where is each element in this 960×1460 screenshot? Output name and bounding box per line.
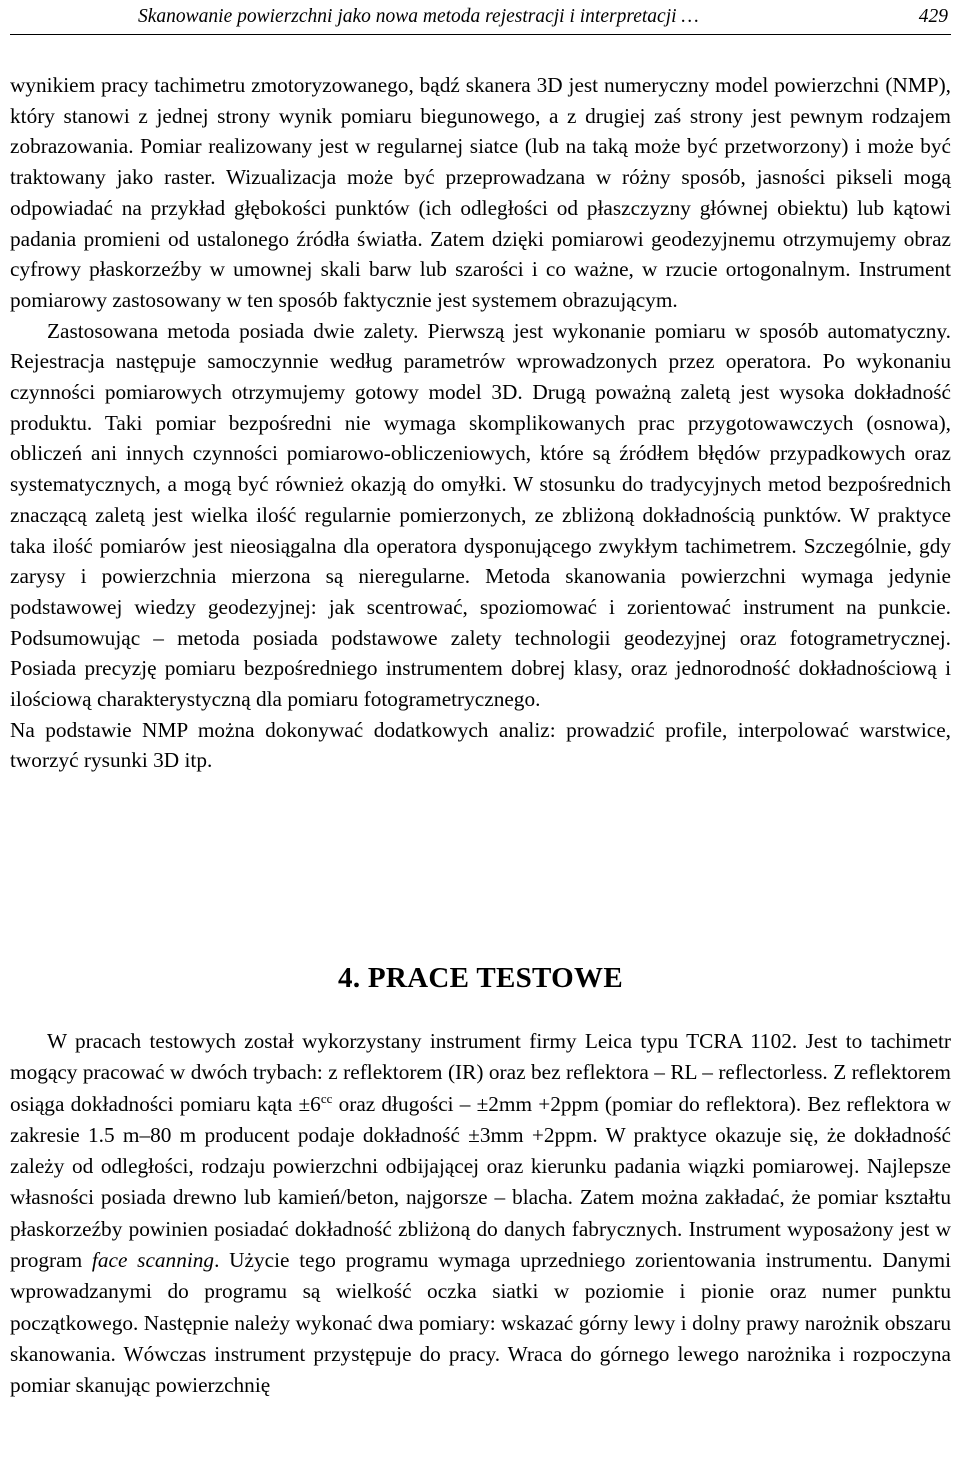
- section-heading: 4. PRACE TESTOWE: [338, 962, 623, 994]
- body-text: [10, 70, 951, 776]
- paragraph-3: Na podstawie NMP można dokonywać dodatkowych analiz: prowadzić profile, interpolować warstwice, tworzyć rysunki 3D itp.: [10, 717, 951, 773]
- section-body: [10, 1026, 951, 1402]
- section-text-b: oraz długości – ±2mm +2ppm (pomiar do reflektora). Bez reflektora w zakresie 1.5 m–80 m producent podaje dokładność ±3mm +2ppm. W praktyce okazuje się, że dokładność zależy od odległości, rodzaju powierzchni odbijającej oraz kierunku padania wiązki pomiarowej. Najlepsze własności posiada drewno lub kamień/beton, najgorsze – blacha. Zatem można zakładać, że pomiar kształtu płaskorzeźby powinien posiadać dokładność zbliżoną do danych fabrycznych. Instrument wyposażony jest w program: [10, 1091, 951, 1273]
- superscript-cc: cc: [320, 1090, 333, 1106]
- section-text-c: . Użycie tego programu wymaga uprzedniego zorientowania instrumentu. Danymi wprowadzanymi do programu są wielkość oczka siatki w poziomie i pionie oraz numer punktu początkowego. Następnie należy wykonać dwa pomiary: wskazać górny lewy i dolny prawy narożnik obszaru skanowania. Wówczas instrument przystępuje do pracy. Wraca do górnego lewego narożnika i rozpoczyna pomiar skanując powierzchnię: [10, 1248, 951, 1398]
- section-text-a: W pracach testowych został wykorzystany instrument firmy Leica typu TCRA 1102. Jest to tachimetr mogący pracować w dwóch trybach: z reflektorem (IR) oraz bez reflektora – RL – reflectorless. Z reflektorem osiąga dokładności pomiaru kąta ±6: [10, 1029, 951, 1116]
- section-paragraph: [10, 1026, 951, 1402]
- page-number: 429: [918, 6, 948, 27]
- paragraph-1: wynikiem pracy tachimetru zmotoryzowanego, bądź skanera 3D jest numeryczny model powierzchni (NMP), który stanowi z jednej strony wynik pomiaru biegunowego, a z drugiej zaś strony jest pewnym rodzajem zobrazowania. Pomiar realizowany jest w regularnej siatce (lub na taką może być przetworzony) i może być traktowany jako raster. Wizualizacja może być przeprowadzana w różny sposób, jasności pikseli mogą odpowiadać na przykład głębokości punktów (ich odległości od płaszczyzny głównej obiektu) lub kątowi padania promieni od ustalonego źródła światła. Zatem dzięki pomiarowi geodezyjnemu otrzymujemy obraz cyfrowy płaskorzeźby w umownej skali barw lub szarości i co ważne, w rzucie ortogonalnym. Instrument pomiarowy zastosowany w ten sposób faktycznie jest systemem obrazującym.: [10, 73, 951, 312]
- running-head-title: Skanowanie powierzchni jako nowa metoda rejestracji i interpretacji …: [138, 6, 699, 27]
- program-name: face scanning: [91, 1248, 215, 1273]
- paragraph-2: Zastosowana metoda posiada dwie zalety. Pierwszą jest wykonanie pomiaru w sposób automatyczny. Rejestracja następuje samoczynnie według parametrów wprowadzonych przez operatora. Po wykonaniu czynności pomiarowych otrzymujemy gotowy model 3D. Drugą poważną zaletą jest wysoka dokładność produktu. Taki pomiar bezpośredni nie wymaga skomplikowanych prac przygotowawczych (osnowa), obliczeń ani innych czynności pomiarowo-obliczeniowych, które są źródłem błędów przypadkowych oraz systematycznych, a mogą być również okazją do omyłki. W stosunku do tradycyjnych metod bezpośrednich znaczącą zaletą jest wielka ilość regularnie pomierzonych, ze zbliżoną dokładnością punktów. W praktyce taka ilość pomiarów jest nieosiągalna dla operatora dysponującego zwykłym tachimetrem. Szczególnie, gdy zarysy i powierzchnia mierzona są nieregularne. Metoda skanowania powierzchni wymaga jedynie podstawowej wiedzy geodezyjnej: jak scentrować, spoziomować i zorientować instrument na punkcie. Podsumowując – metoda posiada podstawowe zalety technologii geodezyjnej oraz fotogrametrycznej. Posiada precyzję pomiaru bezpośredniego instrumentem dobrej klasy, oraz jednorodność dokładnościową i ilościową charakterystyczną dla pomiaru fotogrametrycznego.: [10, 318, 951, 712]
- running-head: [10, 4, 951, 35]
